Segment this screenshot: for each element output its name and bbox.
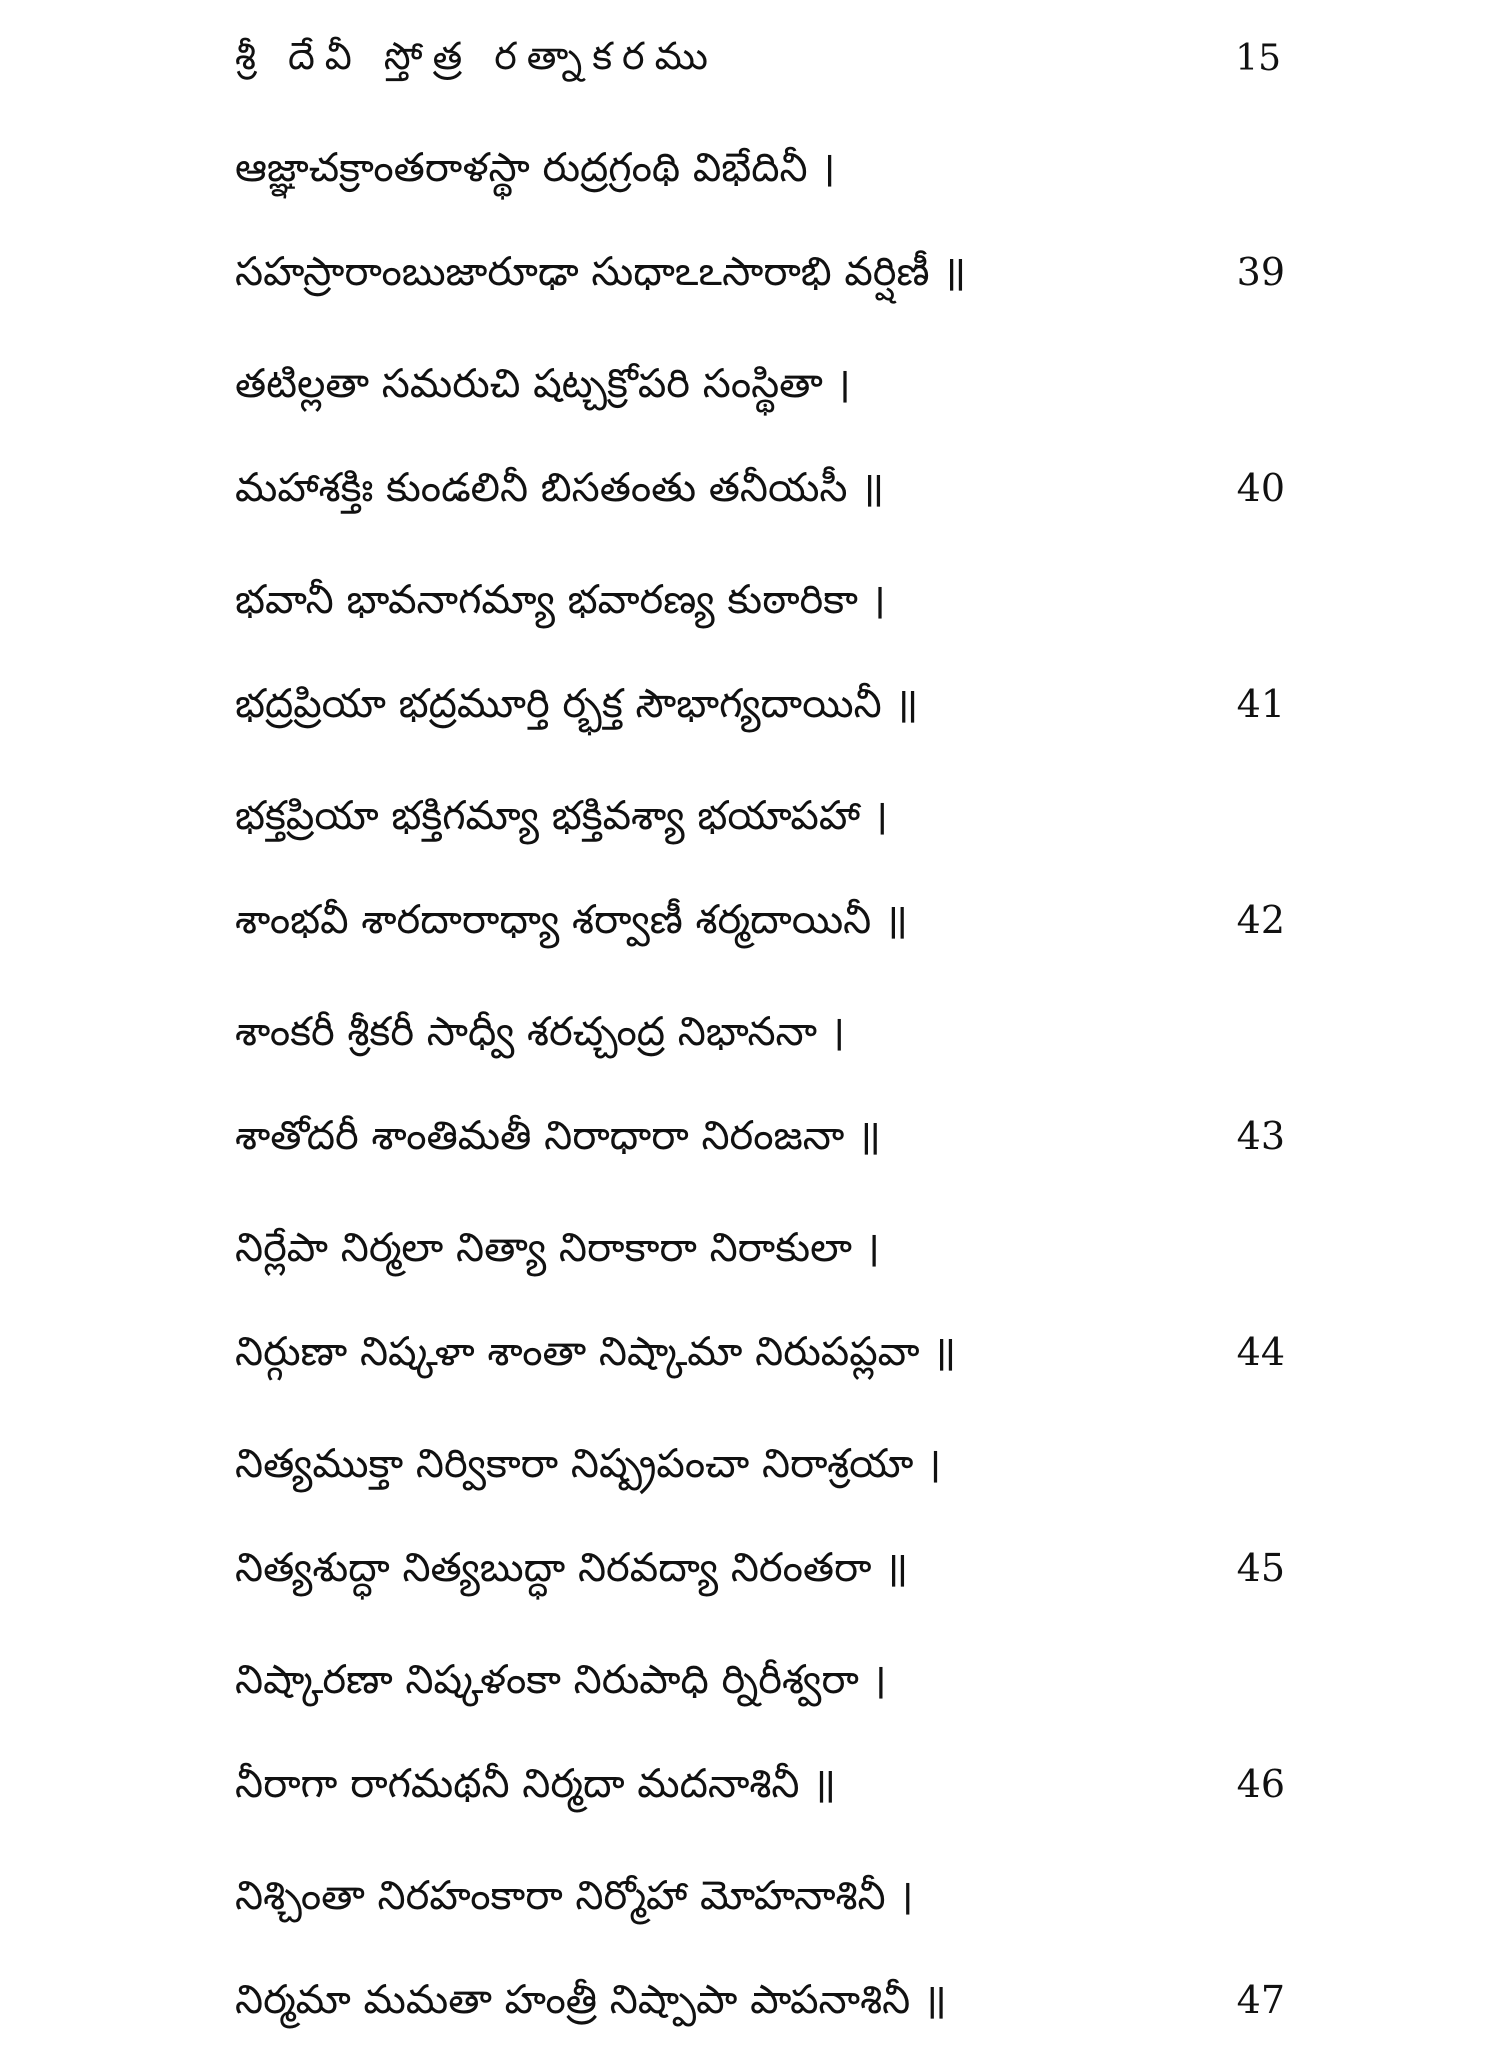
verse-line: శాంకరీ శ్రీకరీ సాధ్వీ శరచ్చంద్ర నిభాననా । [235,1009,845,1055]
verse-line: తటిల్లతా సమరుచి షట్చక్రోపరి సంస్థితా । [235,361,851,407]
verse-line: భవానీ భావనాగమ్యా భవారణ్య కుఠారికా । [235,577,886,623]
verse-40 [235,354,1285,544]
verse-line: శాతోదరీ శాంతిమతీ నిరాధారా నిరంజనా ॥ [235,1113,882,1159]
verse-line: శాంభవీ శారదారాధ్యా శర్వాణీ శర్మదాయినీ ॥ [235,897,908,943]
verse-number: 42 [1236,898,1285,942]
verse-43 [235,1002,1285,1192]
verse-line: నిత్యశుద్ధా నిత్యబుద్ధా నిరవద్యా నిరంతరా ॥ [235,1545,909,1591]
verse-46 [235,1650,1285,1840]
page-header [235,34,1285,94]
verse-45 [235,1434,1285,1624]
verse-line: నిర్మమా మమతా హంత్రీ నిష్పాపా పాపనాశినీ ॥ [235,1977,947,2023]
verse-number: 39 [1236,250,1285,294]
verse-line: ఆజ్ఞాచక్రాంతరాళస్థా రుద్రగ్రంథి విభేదినీ । [235,145,836,191]
verse-number: 46 [1236,1762,1285,1806]
verse-line: భక్తప్రియా భక్తిగమ్యా భక్తివశ్యా భయాపహా । [235,793,889,839]
verse-number: 43 [1236,1114,1285,1158]
verse-line: భద్రప్రియా భద్రమూర్తి ర్భక్త సౌభాగ్యదాయినీ ॥ [235,681,919,727]
verse-41 [235,570,1285,760]
verse-line: నిర్గుణా నిష్కళా శాంతా నిష్కామా నిరుపప్లవా ॥ [235,1329,957,1375]
header-title: శ్రీ దేవీ స్తోత్ర రత్నాకరము [235,34,718,78]
verse-44 [235,1218,1285,1408]
verse-42 [235,786,1285,976]
verse-line: నిష్కారణా నిష్కళంకా నిరుపాధి ర్నిరీశ్వరా । [235,1657,887,1703]
verse-number: 45 [1236,1546,1285,1590]
verse-number: 40 [1236,466,1285,510]
verse-line: సహస్రారాంబుజారూఢా సుధాఽఽసారాభి వర్షిణీ ॥ [235,249,967,295]
verse-47 [235,1866,1285,2056]
verse-line: నిర్లేపా నిర్మలా నిత్యా నిరాకారా నిరాకులా । [235,1225,880,1271]
verse-number: 47 [1236,1978,1285,2022]
page-number: 15 [1235,38,1281,79]
verse-number: 44 [1236,1330,1285,1374]
verse-line: నీరాగా రాగమథనీ నిర్మదా మదనాశినీ ॥ [235,1761,837,1807]
verse-39 [235,138,1285,328]
verse-line: నిత్యముక్తా నిర్వికారా నిష్ప్రపంచా నిరాశ్రయా । [235,1441,942,1487]
verse-line: నిశ్చింతా నిరహంకారా నిర్మోహా మోహనాశినీ । [235,1873,914,1919]
verse-number: 41 [1236,682,1285,726]
verse-line: మహాశక్తిః కుండలినీ బిసతంతు తనీయసీ ॥ [235,465,885,511]
